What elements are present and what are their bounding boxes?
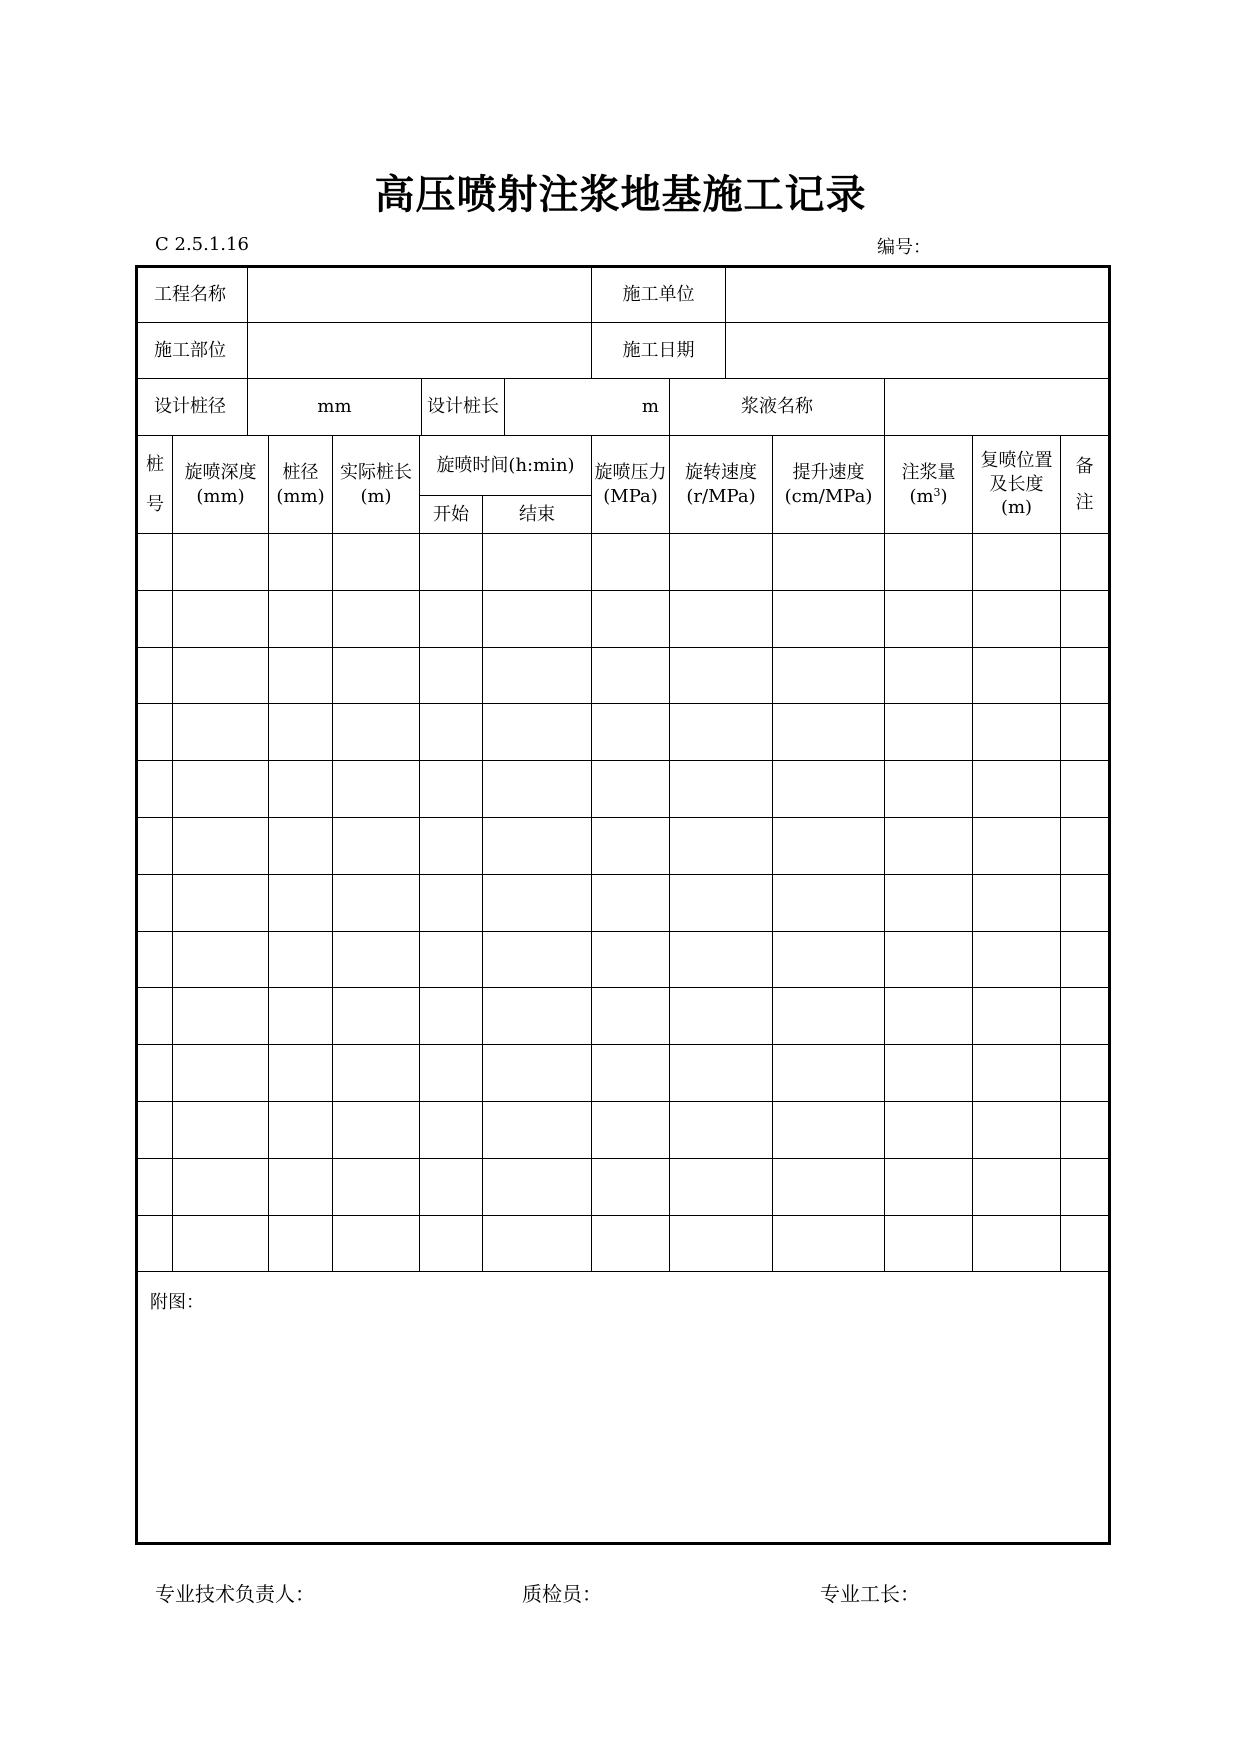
table-cell[interactable] (483, 1216, 592, 1273)
form-number-label: 编号： (877, 237, 931, 258)
table-cell[interactable] (269, 988, 333, 1045)
table-cell[interactable] (885, 648, 973, 705)
table-cell[interactable] (483, 988, 592, 1045)
table-cell[interactable] (1061, 704, 1108, 761)
table-cell[interactable] (973, 875, 1061, 932)
record-form (135, 265, 1111, 1545)
table-cell[interactable] (269, 591, 333, 648)
table-cell[interactable] (138, 875, 173, 932)
table-cell[interactable] (773, 534, 885, 591)
table-cell[interactable] (138, 932, 173, 989)
col-actual-length-line1: 实际桩长 (340, 462, 412, 484)
slurry-name-label: 浆液名称 (670, 379, 885, 436)
table-cell[interactable] (173, 648, 269, 705)
design-diameter-field[interactable] (248, 379, 422, 436)
design-diameter-label: 设计桩径 (138, 379, 248, 436)
table-cell[interactable] (592, 1045, 670, 1102)
col-jet-time: 旋喷时间(h:min) (420, 436, 592, 496)
table-cell[interactable] (173, 591, 269, 648)
construction-date-label: 施工日期 (592, 323, 726, 379)
table-cell[interactable] (420, 591, 483, 648)
table-cell[interactable] (173, 1216, 269, 1273)
table-cell[interactable] (333, 591, 420, 648)
table-cell[interactable] (973, 988, 1061, 1045)
design-diameter-unit: mm (317, 396, 352, 418)
table-cell[interactable] (420, 534, 483, 591)
table-cell[interactable] (420, 875, 483, 932)
col-diameter (269, 436, 333, 534)
col-grout-volume-unit-base: (m (909, 485, 934, 507)
col-rejet-position (973, 436, 1061, 534)
table-cell[interactable] (1061, 1216, 1108, 1273)
col-pile-no-line2: 号 (146, 494, 164, 516)
table-cell[interactable] (138, 534, 173, 591)
table-cell[interactable] (973, 1102, 1061, 1159)
col-grout-volume-line1: 注浆量 (901, 462, 956, 484)
table-cell[interactable] (138, 761, 173, 818)
table-cell[interactable] (138, 1216, 173, 1273)
col-jet-depth (173, 436, 269, 534)
inspector-signature[interactable]: 质检员： (522, 1582, 602, 1606)
table-cell[interactable] (483, 534, 592, 591)
table-cell[interactable] (420, 932, 483, 989)
col-jet-pressure (592, 436, 670, 534)
table-cell[interactable] (333, 761, 420, 818)
table-cell[interactable] (420, 1159, 483, 1216)
table-cell[interactable] (973, 704, 1061, 761)
table-cell[interactable] (483, 761, 592, 818)
table-cell[interactable] (773, 932, 885, 989)
table-cell[interactable] (333, 1102, 420, 1159)
col-rotation-speed-line2: (r/MPa) (686, 485, 756, 507)
table-cell[interactable] (138, 988, 173, 1045)
col-rotation-speed-line1: 旋转速度 (685, 462, 757, 484)
col-grout-volume-unit-exp: 3 (933, 485, 941, 499)
table-cell[interactable] (973, 534, 1061, 591)
table-cell[interactable] (670, 818, 773, 875)
table-cell[interactable] (592, 591, 670, 648)
table-cell[interactable] (885, 1102, 973, 1159)
table-cell[interactable] (670, 988, 773, 1045)
table-cell[interactable] (592, 818, 670, 875)
table-cell[interactable] (420, 1102, 483, 1159)
table-cell[interactable] (420, 1216, 483, 1273)
table-cell[interactable] (973, 818, 1061, 875)
table-cell[interactable] (1061, 1159, 1108, 1216)
table-cell[interactable] (173, 704, 269, 761)
col-jet-depth-line2: (mm) (196, 485, 245, 507)
construction-unit-label: 施工单位 (592, 268, 726, 323)
col-lift-speed-line2: (cm/MPa) (784, 485, 873, 507)
construction-unit-field[interactable] (726, 268, 1108, 323)
technical-lead-signature[interactable]: 专业技术负责人： (155, 1582, 315, 1606)
col-diameter-line2: (mm) (276, 485, 325, 507)
table-cell[interactable] (138, 818, 173, 875)
table-cell[interactable] (483, 1159, 592, 1216)
table-cell[interactable] (1061, 1102, 1108, 1159)
table-cell[interactable] (773, 1216, 885, 1273)
slurry-name-field[interactable] (885, 379, 1108, 436)
col-end: 结束 (483, 496, 592, 534)
col-grout-volume-unit (909, 485, 947, 508)
table-cell[interactable] (269, 818, 333, 875)
table-cell[interactable] (670, 591, 773, 648)
table-cell[interactable] (269, 1216, 333, 1273)
table-cell[interactable] (333, 818, 420, 875)
table-cell[interactable] (670, 648, 773, 705)
table-cell[interactable] (1061, 932, 1108, 989)
table-cell[interactable] (1061, 988, 1108, 1045)
table-cell[interactable] (483, 1045, 592, 1102)
table-cell[interactable] (670, 1102, 773, 1159)
table-cell[interactable] (592, 988, 670, 1045)
col-pile-no (138, 436, 173, 534)
table-cell[interactable] (173, 988, 269, 1045)
table-cell[interactable] (1061, 818, 1108, 875)
project-name-label: 工程名称 (138, 268, 248, 323)
table-cell[interactable] (333, 1045, 420, 1102)
col-diameter-line1: 桩径 (282, 462, 319, 484)
table-cell[interactable] (138, 1159, 173, 1216)
table-cell[interactable] (1061, 1045, 1108, 1102)
table-cell[interactable] (670, 1159, 773, 1216)
table-cell[interactable] (973, 761, 1061, 818)
table-cell[interactable] (773, 591, 885, 648)
table-cell[interactable] (483, 1102, 592, 1159)
table-cell[interactable] (973, 1216, 1061, 1273)
table-cell[interactable] (592, 932, 670, 989)
table-cell[interactable] (333, 988, 420, 1045)
table-cell[interactable] (333, 1159, 420, 1216)
table-cell[interactable] (885, 1216, 973, 1273)
table-cell[interactable] (1061, 648, 1108, 705)
table-cell[interactable] (773, 1045, 885, 1102)
table-cell[interactable] (138, 704, 173, 761)
table-cell[interactable] (670, 1216, 773, 1273)
col-grout-volume-unit-close: ) (940, 485, 948, 507)
col-grout-volume (885, 436, 973, 534)
table-cell[interactable] (973, 648, 1061, 705)
table-cell[interactable] (885, 761, 973, 818)
table-cell[interactable] (670, 1045, 773, 1102)
col-jet-depth-line1: 旋喷深度 (184, 462, 257, 484)
table-cell[interactable] (973, 932, 1061, 989)
table-cell[interactable] (173, 875, 269, 932)
table-cell[interactable] (483, 818, 592, 875)
project-name-field[interactable] (248, 268, 592, 323)
table-cell[interactable] (138, 1102, 173, 1159)
table-cell[interactable] (592, 704, 670, 761)
table-cell[interactable] (173, 818, 269, 875)
col-lift-speed (773, 436, 885, 534)
table-cell[interactable] (269, 875, 333, 932)
table-cell[interactable] (670, 932, 773, 989)
col-jet-pressure-line1: 旋喷压力 (594, 462, 667, 484)
col-rotation-speed (670, 436, 773, 534)
table-cell[interactable] (173, 932, 269, 989)
col-rejet-line3: (m) (1000, 497, 1033, 519)
table-cell[interactable] (269, 704, 333, 761)
table-cell[interactable] (973, 591, 1061, 648)
table-cell[interactable] (592, 875, 670, 932)
table-cell[interactable] (973, 1045, 1061, 1102)
table-cell[interactable] (138, 648, 173, 705)
table-cell[interactable] (333, 648, 420, 705)
table-cell[interactable] (592, 1216, 670, 1273)
design-length-field[interactable] (505, 379, 670, 436)
table-cell[interactable] (1061, 534, 1108, 591)
col-actual-length (333, 436, 420, 534)
table-cell[interactable] (173, 534, 269, 591)
table-cell[interactable] (173, 1102, 269, 1159)
table-cell[interactable] (483, 704, 592, 761)
table-cell[interactable] (1061, 761, 1108, 818)
table-cell[interactable] (773, 1102, 885, 1159)
table-cell[interactable] (333, 704, 420, 761)
table-cell[interactable] (333, 932, 420, 989)
table-cell[interactable] (670, 875, 773, 932)
table-cell[interactable] (333, 534, 420, 591)
table-cell[interactable] (138, 1045, 173, 1102)
col-actual-length-line2: (m) (360, 485, 392, 507)
table-cell[interactable] (333, 1216, 420, 1273)
table-cell[interactable] (592, 648, 670, 705)
table-cell[interactable] (592, 1159, 670, 1216)
table-cell[interactable] (885, 818, 973, 875)
table-cell[interactable] (670, 704, 773, 761)
table-cell[interactable] (269, 1045, 333, 1102)
table-cell[interactable] (885, 1045, 973, 1102)
table-cell[interactable] (269, 648, 333, 705)
table-cell[interactable] (173, 1045, 269, 1102)
table-cell[interactable] (420, 648, 483, 705)
col-rejet-line1: 复喷位置 (980, 450, 1053, 472)
construction-part-field[interactable] (248, 323, 592, 379)
table-cell[interactable] (885, 591, 973, 648)
col-remarks-line1: 备 (1075, 455, 1094, 477)
table-cell[interactable] (483, 591, 592, 648)
col-pile-no-line1: 桩 (146, 453, 164, 475)
table-cell[interactable] (885, 704, 973, 761)
col-rejet-line2: 及长度 (989, 473, 1044, 495)
form-code: C 2.5.1.16 (155, 234, 249, 255)
table-cell[interactable] (1061, 591, 1108, 648)
table-cell[interactable] (885, 875, 973, 932)
construction-date-field[interactable] (726, 323, 1108, 379)
table-cell[interactable] (269, 932, 333, 989)
table-cell[interactable] (269, 761, 333, 818)
table-cell[interactable] (773, 988, 885, 1045)
table-cell[interactable] (420, 1045, 483, 1102)
attachment-area[interactable] (138, 1272, 1108, 1542)
design-length-label: 设计桩长 (422, 379, 505, 436)
table-cell[interactable] (773, 875, 885, 932)
table-cell[interactable] (670, 534, 773, 591)
table-cell[interactable] (173, 1159, 269, 1216)
col-remarks (1061, 436, 1108, 534)
col-lift-speed-line1: 提升速度 (792, 462, 865, 484)
table-cell[interactable] (773, 818, 885, 875)
table-cell[interactable] (592, 534, 670, 591)
table-cell[interactable] (773, 704, 885, 761)
table-cell[interactable] (973, 1159, 1061, 1216)
table-cell[interactable] (592, 1102, 670, 1159)
table-cell[interactable] (885, 1159, 973, 1216)
table-cell[interactable] (420, 988, 483, 1045)
table-cell[interactable] (420, 704, 483, 761)
col-start: 开始 (420, 496, 483, 534)
table-cell[interactable] (773, 761, 885, 818)
page-title: 高压喷射注浆地基施工记录 (374, 172, 867, 218)
table-cell[interactable] (773, 648, 885, 705)
table-cell[interactable] (670, 761, 773, 818)
table-cell[interactable] (269, 1159, 333, 1216)
construction-part-label: 施工部位 (138, 323, 248, 379)
table-cell[interactable] (173, 761, 269, 818)
attachment-label: 附图： (150, 1292, 204, 1313)
table-cell[interactable] (269, 1102, 333, 1159)
table-cell[interactable] (269, 534, 333, 591)
table-cell[interactable] (483, 648, 592, 705)
table-cell[interactable] (333, 875, 420, 932)
table-cell[interactable] (483, 875, 592, 932)
table-cell[interactable] (885, 534, 973, 591)
table-cell[interactable] (885, 988, 973, 1045)
col-remarks-line2: 注 (1075, 492, 1094, 514)
table-cell[interactable] (420, 761, 483, 818)
table-cell[interactable] (420, 818, 483, 875)
table-cell[interactable] (1061, 875, 1108, 932)
table-cell[interactable] (592, 761, 670, 818)
table-cell[interactable] (138, 591, 173, 648)
table-cell[interactable] (483, 932, 592, 989)
foreman-signature[interactable]: 专业工长： (820, 1582, 920, 1606)
table-cell[interactable] (885, 932, 973, 989)
design-length-unit: m (641, 396, 659, 418)
col-jet-pressure-line2: (MPa) (603, 485, 658, 507)
table-cell[interactable] (773, 1159, 885, 1216)
